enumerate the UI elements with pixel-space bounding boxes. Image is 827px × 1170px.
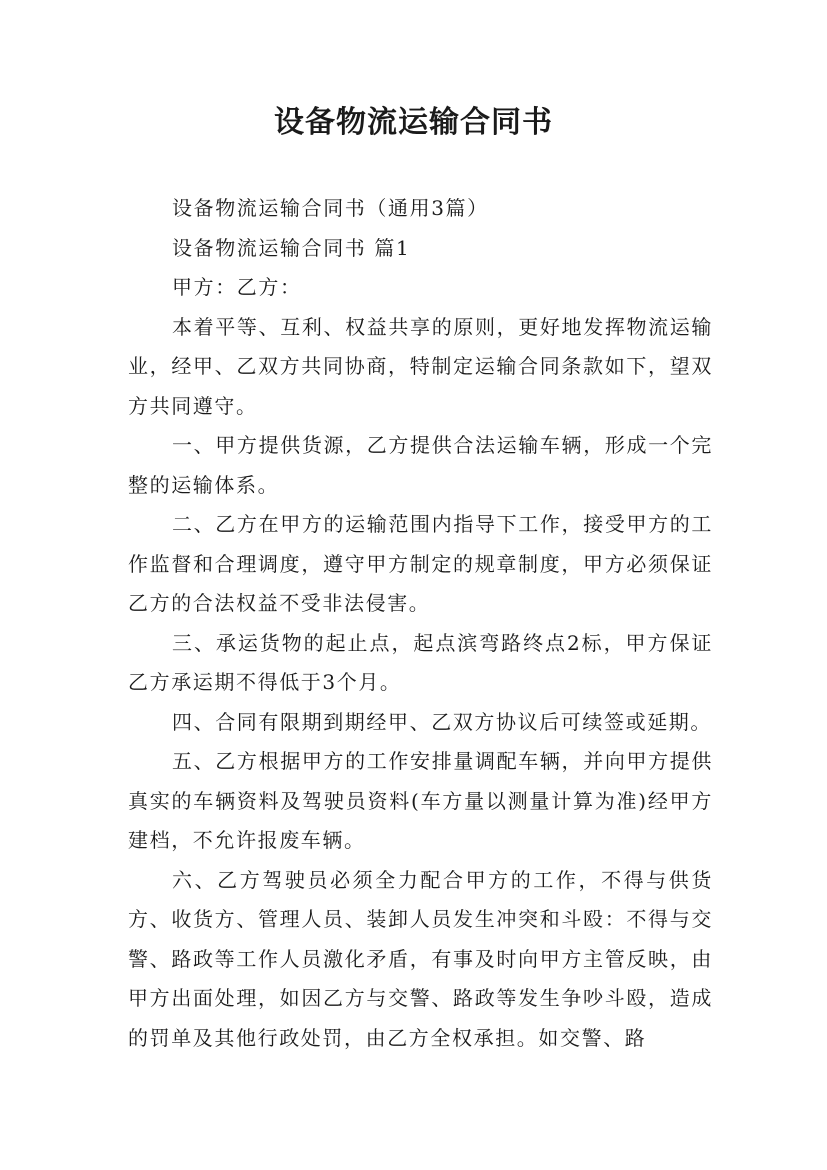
paragraph-parties: 甲方：乙方：	[172, 275, 302, 299]
paragraph-clause-4: 四、合同有限期到期经甲、乙双方协议后可续签或延期。	[172, 709, 712, 734]
paragraph-clause-2: 二、乙方在甲方的运输范围内指导下工作，接受甲方的工作监督和合理调度，遵守甲方制定的规章制度，甲方必须保证乙方的合法权益不受非法侵害。	[128, 512, 713, 615]
paragraph-clause-3: 三、承运货物的起止点，起点滨弯路终点2标，甲方保证乙方承运期不得低于3个月。	[128, 630, 713, 694]
paragraph-subtitle: 设备物流运输合同书（通用3篇）	[172, 196, 489, 220]
paragraph-clause-6: 六、乙方驾驶员必须全力配合甲方的工作，不得与供货方、收货方、管理人员、装卸人员发生冲突和斗殴：不得与交警、路政等工作人员激化矛盾，有事及时向甲方主管反映，由甲方出面处理，如因乙方与交警、路政等发生争吵斗殴，造成的罚单及其他行政处罚，由乙方全权承担。如交警、路	[128, 867, 713, 1050]
document-body	[128, 189, 713, 1058]
paragraph-clause-1: 一、甲方提供货源，乙方提供合法运输车辆，形成一个完整的运输体系。	[128, 433, 713, 497]
paragraph-preamble: 本着平等、互利、权益共享的原则，更好地发挥物流运输业，经甲、乙双方共同协商，特制定运输合同条款如下，望双方共同遵守。	[128, 314, 713, 418]
document-title: 设备物流运输合同书	[274, 105, 553, 140]
paragraph-clause-5: 五、乙方根据甲方的工作安排量调配车辆，并向甲方提供真实的车辆资料及驾驶员资料(车方量以测量计算为准)经甲方建档，不允许报废车辆。	[128, 749, 713, 852]
paragraph-section-heading: 设备物流运输合同书 篇1	[172, 235, 411, 260]
